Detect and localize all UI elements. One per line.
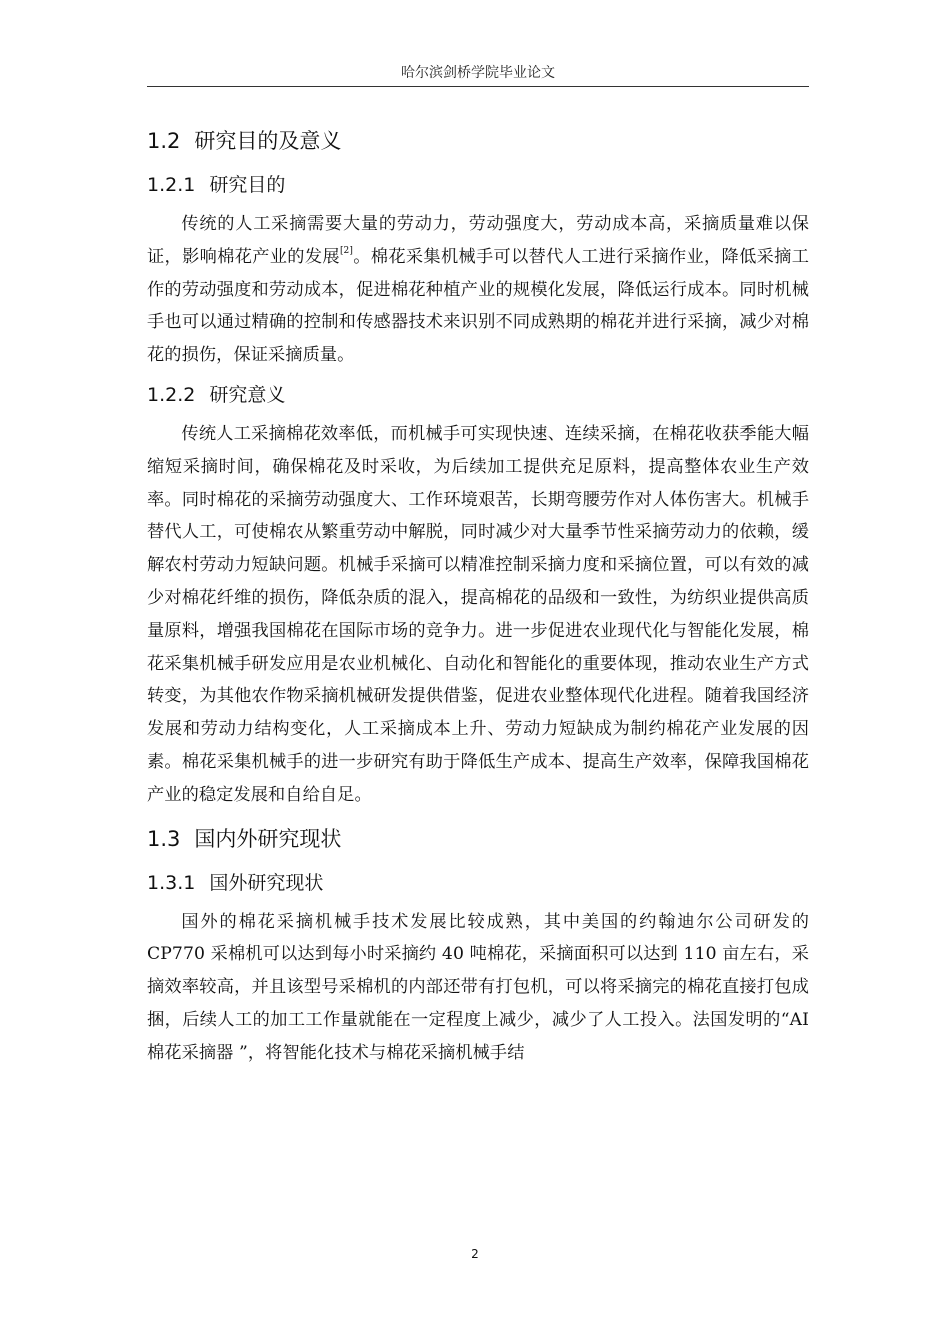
- subsection-title: 研究目的: [209, 174, 286, 196]
- section-heading-1-3: [147, 824, 809, 854]
- section-title: 研究目的及意义: [194, 129, 342, 153]
- subsection-heading-1-2-1: [147, 170, 809, 200]
- paragraph-text: 传统的人工采摘需要大量的劳动力，劳动强度大，劳动成本高，采摘质量难以保证，影响棉花产业的发展: [147, 214, 809, 267]
- subsection-title: 国外研究现状: [209, 871, 324, 894]
- page-number: 2: [471, 1247, 479, 1261]
- subsection-heading-1-3-1: [147, 868, 809, 898]
- section-title: 国内外研究现状: [194, 826, 342, 851]
- section-number: 1.3: [147, 826, 181, 851]
- header-divider: [147, 86, 809, 87]
- paragraph-foreign-research: 国外的棉花采摘机械手技术发展比较成熟，其中美国的约翰迪尔公司研发的 CP770 采棉机可以达到每小时采摘约 40 吨棉花，采摘面积可以达到 110 亩左右，采摘效率较高，并且该型号采棉机的内部还带有打包机，可以将采摘完的棉花直接打包成捆，后续人工的加工工作量就能在一定程度上减少，减少了人工投入。法国发明的“AI 棉花采摘器 ”，将智能化技术与棉花采摘机械手结: [147, 911, 809, 1063]
- subsection-title: 研究意义: [209, 383, 286, 406]
- subsection-heading-1-2-2: [147, 380, 809, 410]
- section-number: 1.2: [147, 129, 181, 153]
- paragraph-research-significance: 传统人工采摘棉花效率低，而机械手可实现快速、连续采摘，在棉花收获季能大幅缩短采摘时间，确保棉花及时采收，为后续加工提供充足原料，提高整体农业生产效率。同时棉花的采摘劳动强度大、工作环境艰苦，长期弯腰劳作对人体伤害大。机械手替代人工，可使棉农从繁重劳动中解脱，同时减少对大量季节性采摘劳动力的依赖，缓解农村劳动力短缺问题。机械手采摘可以精准控制采摘力度和采摘位置，可以有效的减少对棉花纤维的损伤，降低杂质的混入，提高棉花的品级和一致性，为纺织业提供高质量原料，增强我国棉花在国际市场的竞争力。进一步促进农业现代化与智能化发展，棉花采集机械手研发应用是农业机械化、自动化和智能化的重要体现，推动农业生产方式转变，为其他农作物采摘机械研发提供借鉴，促进农业整体现代化进程。随着我国经济发展和劳动力结构变化，人工采摘成本上升、劳动力短缺成为制约棉花产业发展的因素。棉花采集机械手的进一步研究有助于降低生产成本、提高生产效率，保障我国棉花产业的稳定发展和自给自足。: [147, 423, 809, 805]
- document-body: [147, 120, 809, 1070]
- section-heading-1-2: [147, 126, 809, 156]
- paragraph-research-purpose: [147, 208, 809, 372]
- page-header: 哈尔滨剑桥学院毕业论文: [401, 65, 555, 81]
- subsection-number: 1.2.1: [147, 174, 196, 196]
- citation-reference: [2]: [339, 245, 353, 256]
- subsection-number: 1.3.1: [147, 871, 196, 894]
- paragraph-text: 。棉花采集机械手可以替代人工进行采摘作业，降低采摘工作的劳动强度和劳动成本，促进棉花种植产业的规模化发展，降低运行成本。同时机械手也可以通过精确的控制和传感器技术来识别不同成熟期的棉花并进行采摘，减少对棉花的损伤，保证采摘质量。: [147, 246, 809, 366]
- subsection-number: 1.2.2: [147, 383, 196, 406]
